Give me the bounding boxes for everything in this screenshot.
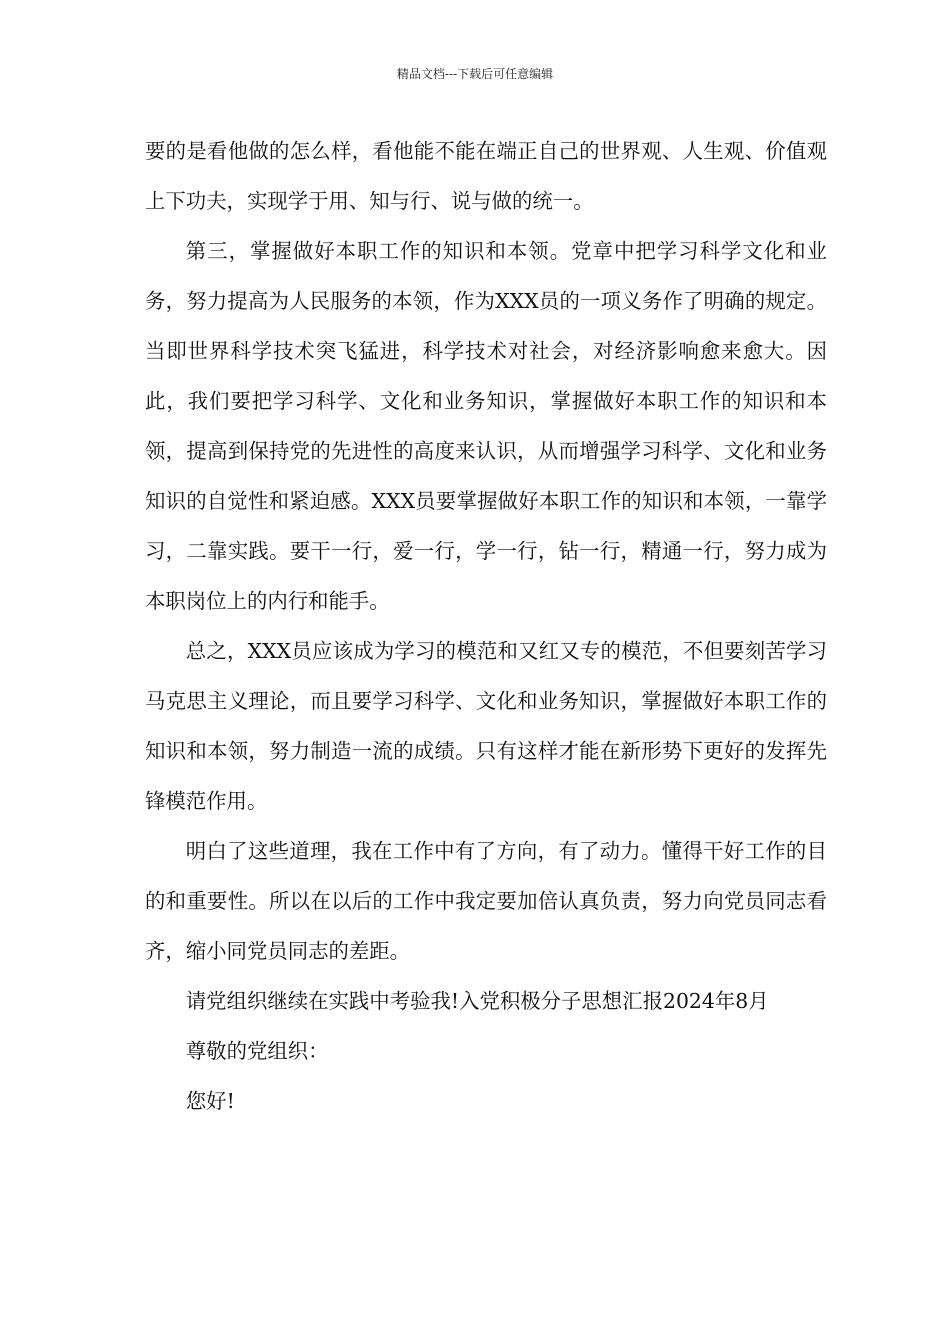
paragraph-reflection: 明白了这些道理，我在工作中有了方向，有了动力。懂得干好工作的目的和重要性。所以在以后的工作中我定要加倍认真负责，努力向党员同志看齐，缩小同党员同志的差距。 [145, 839, 827, 963]
paragraph-summary: 总之，XXX员应该成为学习的模范和又红又专的模范，不但要刻苦学习马克思主义理论，而且要学习科学、文化和业务知识，掌握做好本职工作的知识和本领，努力制造一流的成绩。只有这样才能在新形势下更好的发挥先锋模范作用。 [145, 639, 827, 813]
paragraph-salutation: 尊敬的党组织： [185, 1039, 329, 1063]
paragraph-greeting: 您好! [185, 1089, 235, 1113]
paragraph-closing-request: 请党组织继续在实践中考验我!入党积极分子思想汇报2024年8月 [185, 989, 769, 1013]
paragraph-continuation: 要的是看他做的怎么样，看他能不能在端正自己的世界观、人生观、价值观上下功夫，实现学于用、知与行、说与做的统一。 [145, 139, 827, 213]
document-body [145, 126, 827, 1126]
paragraph-third-point: 第三，掌握做好本职工作的知识和本领。党章中把学习科学文化和业务，努力提高为人民服务的本领，作为XXX员的一项义务作了明确的规定。当即世界科学技术突飞猛进，科学技术对社会，对经济影响愈来愈大。因此，我们要把学习科学、文化和业务知识，掌握做好本职工作的知识和本领，提高到保持党的先进性的高度来认识，从而增强学习科学、文化和业务知识的自觉性和紧迫感。XXX员要掌握做好本职工作的知识和本领，一靠学习，二靠实践。要干一行，爱一行，学一行，钻一行，精通一行，努力成为本职岗位上的内行和能手。 [145, 239, 827, 613]
page-header: 精品文档---下载后可任意编辑 [396, 67, 554, 81]
